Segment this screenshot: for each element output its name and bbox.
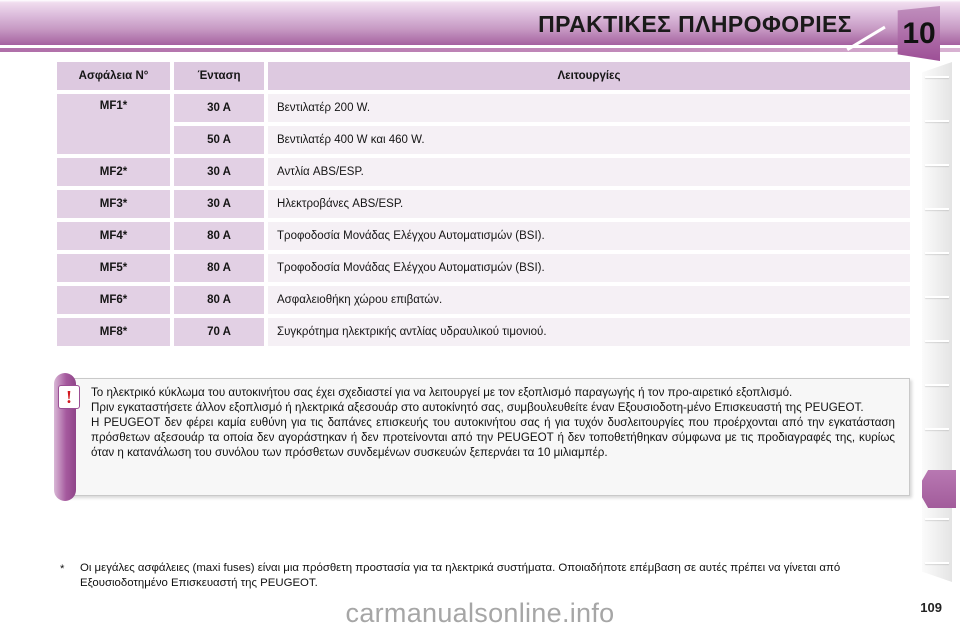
table-row <box>57 222 910 250</box>
thumb-index-tick[interactable] <box>925 518 949 520</box>
cell-functions: Τροφοδοσία Μονάδας Ελέγχου Αυτοματισμών (BSI). <box>268 254 910 282</box>
thumb-index-tick[interactable] <box>925 340 949 342</box>
chapter-number-tab <box>888 6 946 61</box>
cell-functions: Βεντιλατέρ 400 W και 460 W. <box>268 126 910 154</box>
thumb-index-tick[interactable] <box>925 562 949 564</box>
cell-functions: Ηλεκτροβάνες ABS/ESP. <box>268 190 910 218</box>
cell-rating: 80 A <box>174 286 264 314</box>
cell-rating: 80 A <box>174 254 264 282</box>
chapter-number: 10 <box>902 16 936 50</box>
cell-functions: Ασφαλειοθήκη χώρου επιβατών. <box>268 286 910 314</box>
page-title: ΠΡΑΚΤΙΚΕΣ ΠΛΗΡΟΦΟΡΙΕΣ <box>538 11 852 37</box>
fuse-table <box>57 62 910 350</box>
table-row <box>57 190 910 218</box>
cell-fuse-number: MF3* <box>57 190 170 218</box>
thumb-index-current-chapter[interactable] <box>922 470 956 508</box>
table-row <box>57 158 910 186</box>
footnote-marker: * <box>60 563 65 575</box>
warning-callout <box>57 378 910 496</box>
cell-rating: 80 A <box>174 222 264 250</box>
warning-paragraph: Το ηλεκτρικό κύκλωμα του αυτοκινήτου σας έχει σχεδιαστεί για να λειτουργεί με τον εξοπλισμό παραγωγής ή τον προ-αιρετικό εξοπλισμό. <box>91 386 793 399</box>
cell-fuse-number: MF5* <box>57 254 170 282</box>
thumb-index-tick[interactable] <box>925 296 949 298</box>
table-subrow <box>174 94 910 122</box>
table-row <box>57 286 910 314</box>
warning-exclamation-icon: ! <box>58 385 80 409</box>
cell-rating: 30 A <box>174 158 264 186</box>
table-row <box>57 94 910 154</box>
cell-rating: 50 A <box>174 126 264 154</box>
cell-functions: Συγκρότημα ηλεκτρικής αντλίας υδραυλικού τιμονιού. <box>268 318 910 346</box>
column-header-functions: Λειτουργίες <box>268 62 910 90</box>
footnote-text: Οι μεγάλες ασφάλειες (maxi fuses) είναι μια πρόσθετη προστασία για τα ηλεκτρικά συστήματα. Οποιαδήποτε επέμβαση σε αυτές πρέπει να γίνεται από Εξουσιοδοτημένο Επισκευαστή της PEUGEOT. <box>80 562 841 590</box>
thumb-index-tick[interactable] <box>925 252 949 254</box>
thumb-index-tick[interactable] <box>925 384 949 386</box>
watermark: carmanualsonline.info <box>345 598 615 628</box>
cell-rating: 70 A <box>174 318 264 346</box>
page-number: 109 <box>920 600 942 615</box>
cell-fuse-number: MF1* <box>57 94 170 154</box>
footnote <box>60 561 912 592</box>
column-header-fuse-number: Ασφάλεια N° <box>57 62 170 90</box>
header-connector-line <box>848 26 888 52</box>
row-entries <box>174 94 910 154</box>
cell-fuse-number: MF8* <box>57 318 170 346</box>
table-header-row <box>57 62 910 90</box>
cell-fuse-number: MF2* <box>57 158 170 186</box>
header-rule-bottom <box>0 52 960 54</box>
cell-functions: Βεντιλατέρ 200 W. <box>268 94 910 122</box>
thumb-index-tick[interactable] <box>925 208 949 210</box>
chapter-thumb-index <box>922 62 952 582</box>
column-header-rating: Ένταση <box>174 62 264 90</box>
table-row <box>57 254 910 282</box>
thumb-index-tick[interactable] <box>925 120 949 122</box>
cell-fuse-number: MF6* <box>57 286 170 314</box>
table-subrow <box>174 126 910 154</box>
thumb-index-tick[interactable] <box>925 76 949 78</box>
cell-functions: Τροφοδοσία Μονάδας Ελέγχου Αυτοματισμών (BSI). <box>268 222 910 250</box>
warning-text <box>91 379 899 495</box>
table-row <box>57 318 910 346</box>
warning-paragraph: Η PEUGEOT δεν φέρει καμία ευθύνη για τις δαπάνες επισκευής του αυτοκινήτου σας ή για τυχόν δυσλειτουργίες που προέρχονται από την εγκατάσταση πρόσθετων αξεσουάρ τα οποία δεν αγοράστηκαν ή δεν προτείνονται από την PEUGEOT ή δεν τοποθετήθηκαν σύμφωνα με τις προδιαγραφές της, κυρίως όταν η κατανάλωση του συνόλου των πρόσθετων συνδεμένων συσκευών ξεπερνάει τα 10 μιλιαμπέρ. <box>91 415 895 459</box>
cell-rating: 30 A <box>174 94 264 122</box>
thumb-index-tick[interactable] <box>925 428 949 430</box>
warning-paragraph: Πριν εγκαταστήσετε άλλον εξοπλισμό ή ηλεκτρικά αξεσουάρ στο αυτοκίνητό σας, συμβουλευθείτε έναν Εξουσιοδοτη-μένο Επισκευαστή της PEUGEOT. <box>91 400 864 414</box>
cell-fuse-number: MF4* <box>57 222 170 250</box>
cell-functions: Αντλία ABS/ESP. <box>268 158 910 186</box>
cell-rating: 30 A <box>174 190 264 218</box>
thumb-index-tick[interactable] <box>925 164 949 166</box>
